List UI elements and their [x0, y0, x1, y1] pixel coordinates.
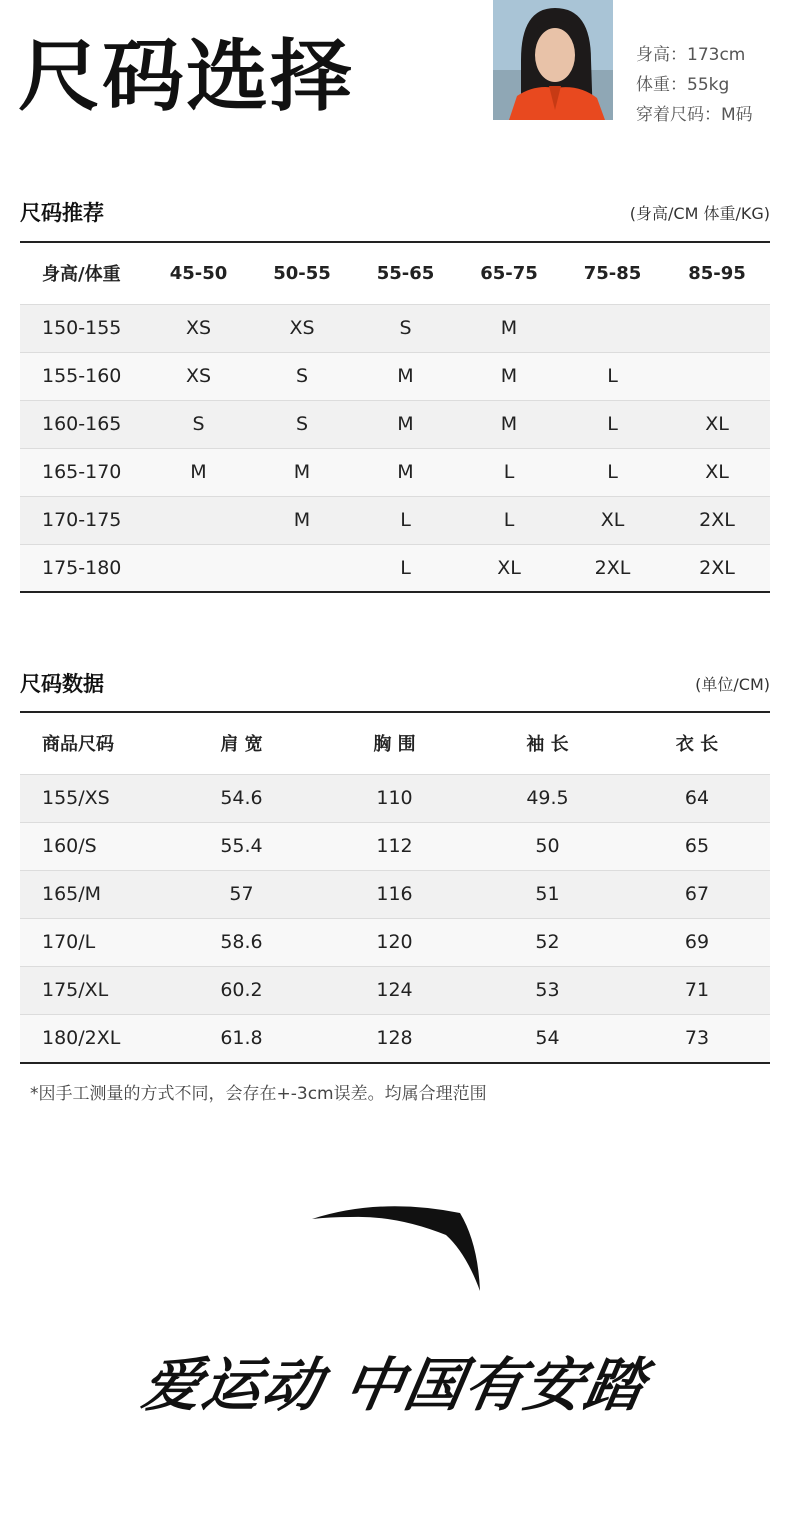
column-header: 85-95: [688, 262, 746, 284]
table-cell: [147, 496, 250, 544]
model-photo: [493, 0, 613, 120]
table-cell: 71: [684, 979, 710, 1001]
row-label: 150-155: [42, 317, 122, 339]
table-row: [20, 870, 770, 918]
table-cell: XL: [705, 413, 729, 435]
table-cell: M: [500, 413, 518, 435]
row-label: 170-175: [42, 509, 122, 531]
size-data-table: [20, 713, 770, 1062]
table-row: [20, 304, 770, 352]
model-height: 身高：173cm: [636, 45, 746, 65]
table-header-row: [20, 713, 770, 774]
column-header: 45-50: [169, 262, 228, 284]
column-header: 65-75: [480, 262, 538, 284]
table-cell: 61.8: [220, 1027, 263, 1050]
data-heading: 尺码数据: [20, 672, 104, 696]
column-header: 胸 围: [373, 734, 416, 756]
table-row: [20, 822, 770, 870]
table-cell: 49.5: [526, 787, 569, 809]
recommend-heading: 尺码推荐: [20, 201, 104, 225]
column-header: 50-55: [273, 262, 331, 284]
column-header: 55-65: [376, 262, 435, 284]
row-label: 165/M: [42, 883, 102, 905]
data-section-head: [20, 668, 770, 698]
divider: [20, 1062, 770, 1064]
table-cell: XS: [185, 365, 212, 387]
table-row: [20, 774, 770, 822]
table-cell: M: [190, 461, 207, 483]
table-cell: XS: [289, 317, 315, 339]
row-label: 170/L: [42, 931, 96, 953]
table-cell: 64: [684, 787, 710, 809]
column-header: 衣 长: [675, 734, 719, 756]
table-cell: XL: [600, 509, 625, 531]
table-row: [20, 448, 770, 496]
table-cell: 58.6: [220, 931, 263, 953]
table-cell: L: [607, 365, 618, 387]
table-cell: S: [295, 413, 309, 435]
table-cell: 124: [376, 979, 413, 1001]
row-label: 155/XS: [42, 787, 110, 809]
table-cell: M: [397, 461, 414, 483]
table-cell: M: [293, 509, 311, 531]
table-cell: 120: [376, 931, 413, 953]
column-header: 肩 宽: [220, 734, 263, 756]
table-cell: 69: [684, 931, 710, 953]
table-cell: XS: [185, 317, 212, 339]
table-cell: 55.4: [220, 835, 263, 857]
table-cell: L: [607, 413, 618, 435]
table-cell: 60.2: [220, 979, 263, 1001]
measurement-note: *因手工测量的方式不同，会存在+-3cm误差。均属合理范围: [30, 1084, 487, 1104]
table-cell: M: [397, 365, 414, 387]
model-weight: 体重：55kg: [636, 75, 730, 95]
table-cell: [250, 544, 354, 592]
table-cell: L: [503, 461, 515, 483]
table-cell: S: [399, 317, 412, 339]
column-header-label: 身高/体重: [42, 264, 121, 286]
table-cell: M: [500, 317, 518, 339]
table-cell: 54: [535, 1027, 560, 1050]
table-cell: 110: [376, 787, 413, 809]
table-cell: XL: [497, 557, 521, 580]
column-header-label: 商品尺码: [42, 734, 114, 756]
row-label: 175/XL: [42, 979, 109, 1001]
table-cell: M: [293, 461, 311, 483]
table-cell: [664, 352, 770, 400]
table-cell: 53: [535, 979, 560, 1001]
size-recommend-table: [20, 243, 770, 592]
data-unit: (单位/CM): [695, 675, 770, 694]
table-cell: 2XL: [594, 557, 631, 580]
table-cell: 112: [376, 835, 413, 857]
table-row: [20, 352, 770, 400]
table-cell: XL: [705, 461, 729, 483]
table-row: [20, 1014, 770, 1062]
table-cell: 54.6: [220, 787, 263, 809]
table-cell: 2XL: [699, 557, 735, 580]
table-cell: L: [503, 509, 515, 531]
table-row: [20, 496, 770, 544]
divider: [20, 591, 770, 593]
table-cell: S: [295, 365, 309, 387]
brand-logo-icon: [310, 1195, 482, 1295]
table-cell: 50: [535, 835, 560, 857]
slogan: 爱运动 中国有安踏: [137, 1351, 652, 1419]
table-row: [20, 918, 770, 966]
model-size: 穿着尺码：M码: [636, 105, 753, 125]
table-cell: [147, 544, 250, 592]
table-cell: 65: [684, 835, 710, 857]
table-cell: M: [500, 365, 518, 387]
page-title: 尺码选择: [18, 32, 355, 122]
table-header-row: [20, 243, 770, 304]
row-label: 160/S: [42, 835, 97, 857]
table-cell: L: [607, 461, 618, 483]
table-cell: 128: [376, 1027, 413, 1050]
table-cell: L: [400, 557, 411, 580]
table-cell: 51: [535, 883, 560, 905]
table-cell: [664, 304, 770, 352]
table-cell: 52: [535, 931, 560, 953]
table-cell: L: [400, 509, 411, 531]
table-cell: 73: [684, 1027, 710, 1050]
table-row: [20, 544, 770, 592]
row-label: 165-170: [42, 461, 122, 483]
table-cell: S: [192, 413, 205, 435]
row-label: 160-165: [42, 413, 122, 435]
table-cell: 57: [229, 883, 254, 905]
row-label: 180/2XL: [42, 1027, 121, 1050]
row-label: 155-160: [42, 365, 122, 387]
column-header: 75-85: [583, 262, 642, 284]
table-cell: 116: [376, 883, 413, 905]
table-row: [20, 400, 770, 448]
table-row: [20, 966, 770, 1014]
recommend-section-head: [20, 197, 770, 227]
model-info: [636, 40, 753, 130]
row-label: 175-180: [42, 557, 122, 580]
column-header: 袖 长: [526, 734, 569, 756]
table-cell: 2XL: [699, 509, 735, 531]
recommend-unit: (身高/CM 体重/KG): [629, 204, 770, 223]
table-cell: M: [397, 413, 414, 435]
table-cell: [561, 304, 664, 352]
table-cell: 67: [684, 883, 710, 905]
